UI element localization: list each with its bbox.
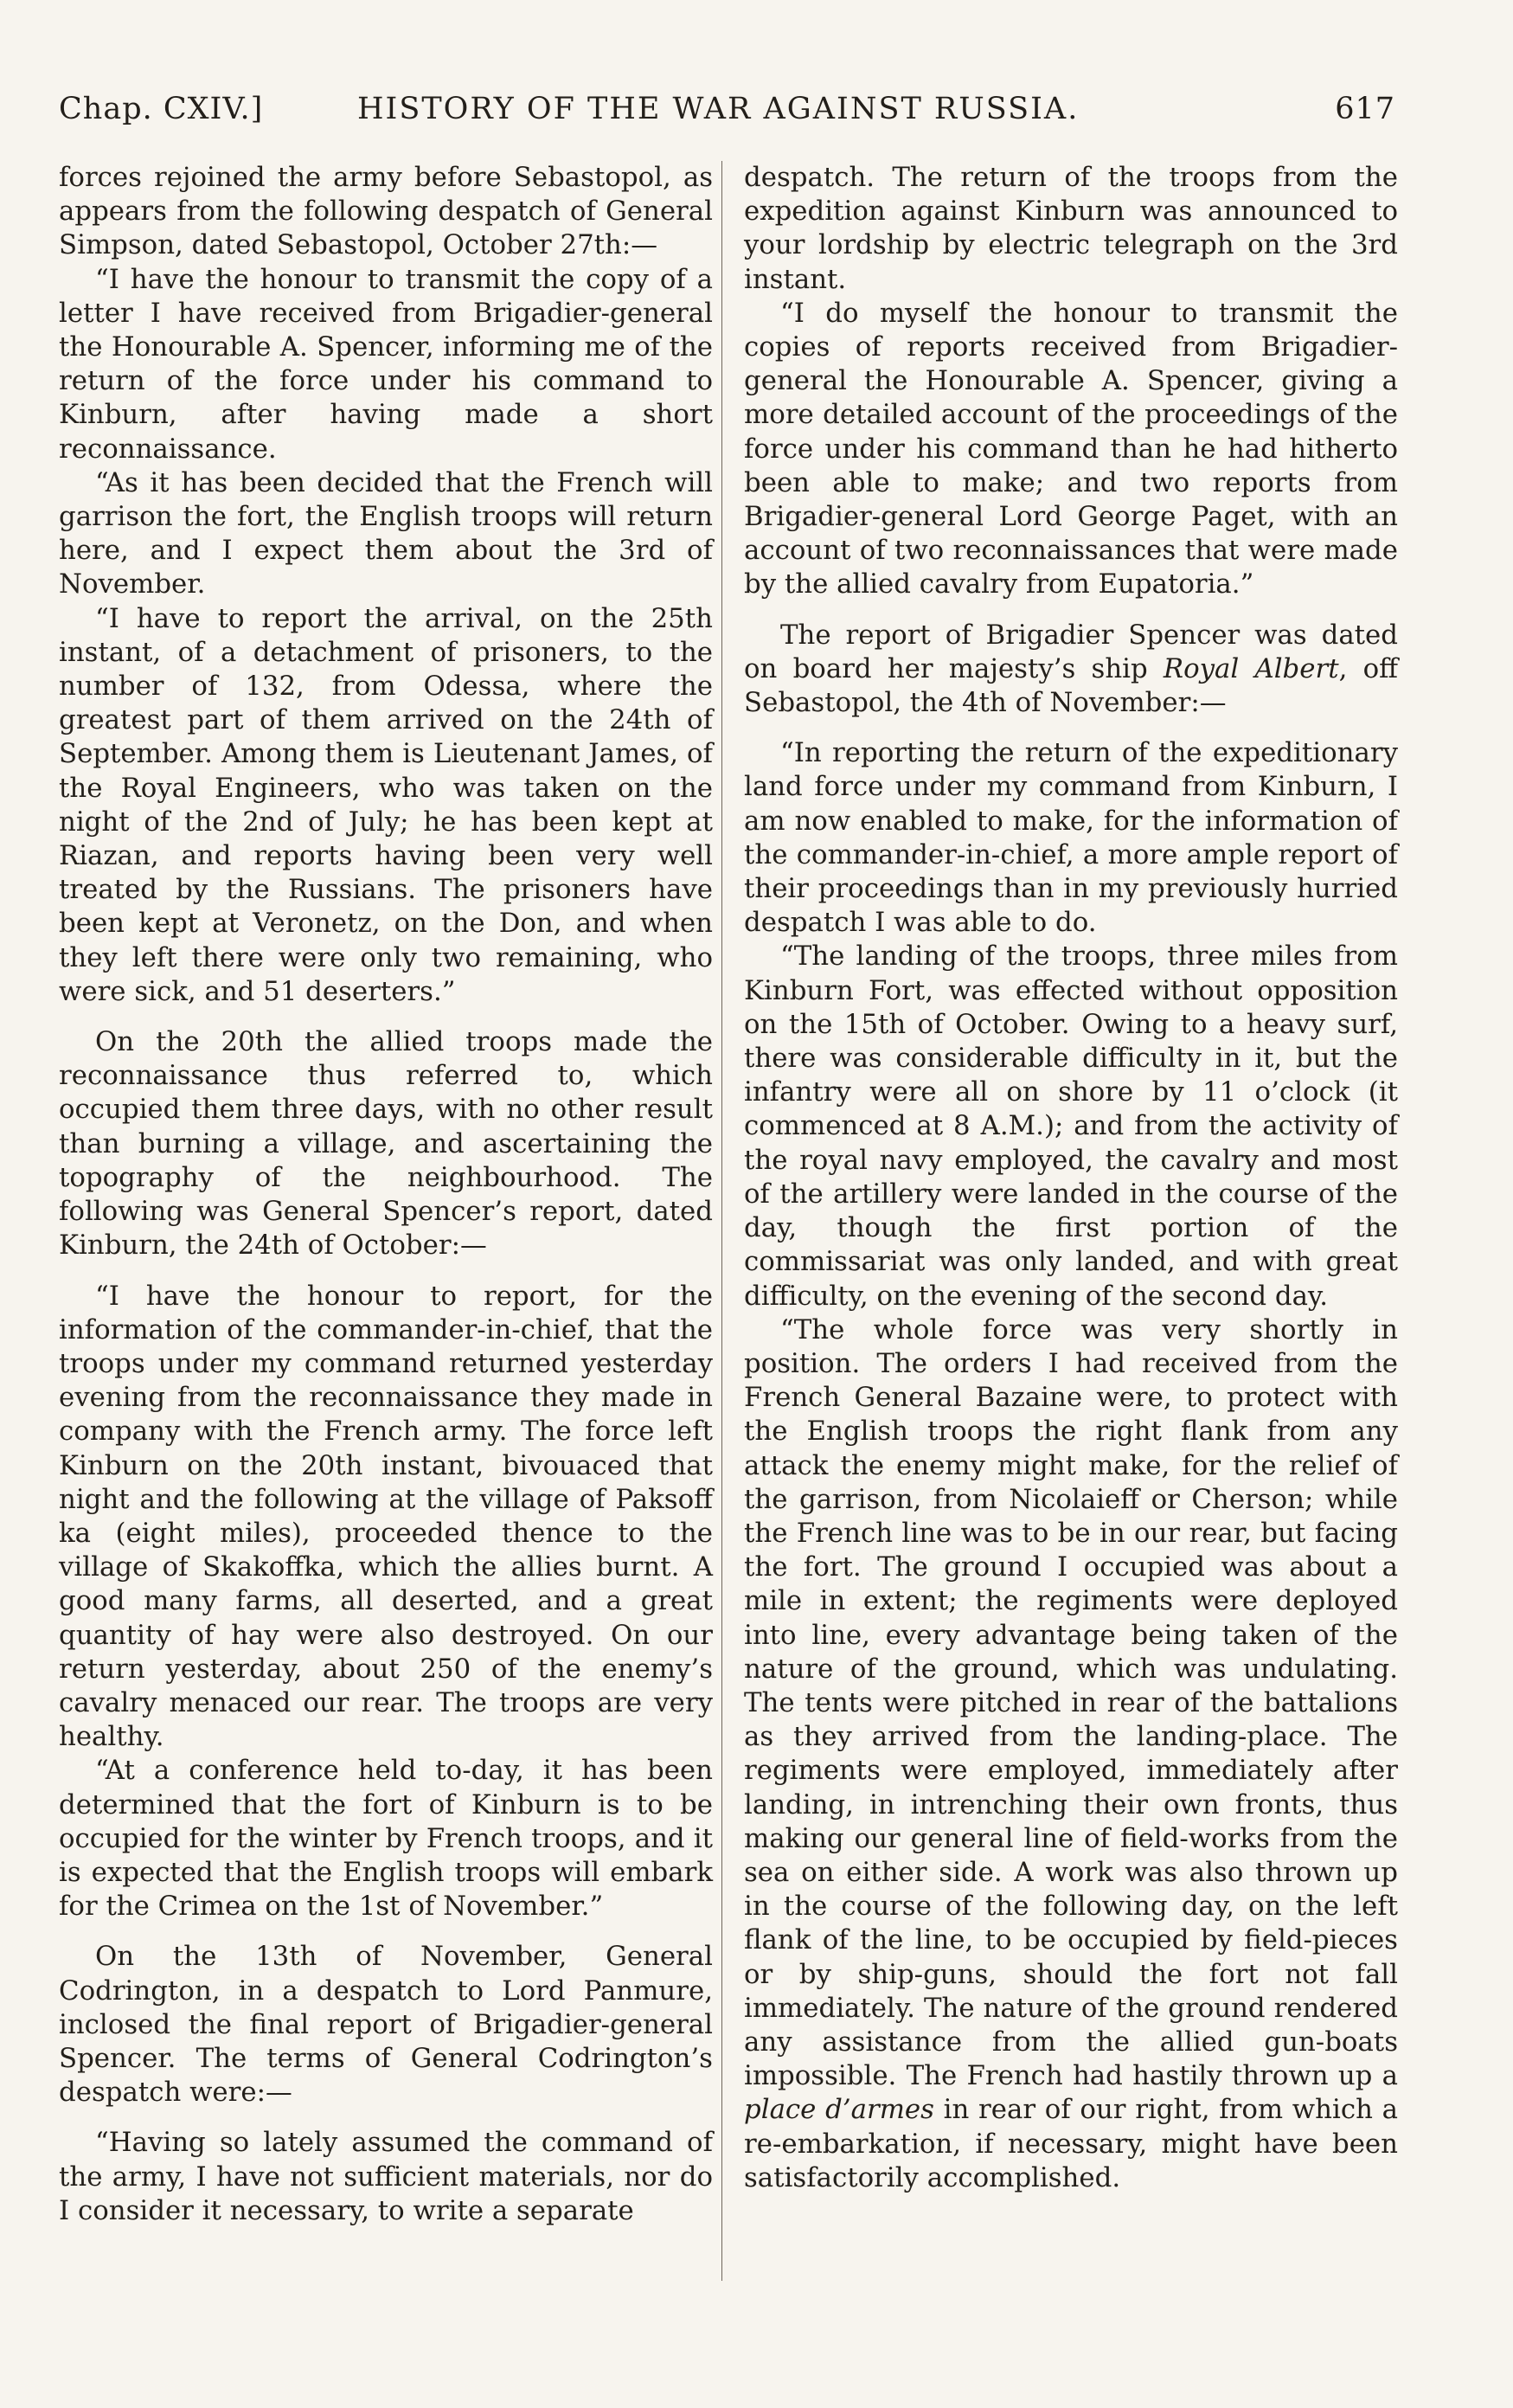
paragraph: “In reporting the return of the expeditionary land force under my command from Kinburn, I am now enabled to make, for the information of the commander-in-chief, a more ample report of their proceedings than in my previously hurried despatch I was able to do. (744, 737, 1398, 939)
running-header (59, 92, 1395, 135)
italic-term: place d’armes (744, 2094, 934, 2126)
paragraph: “I have the honour to transmit the copy of a letter I have received from Brigadier-general the Honourable A. Spencer, informing me of the return of the force under his command to Kinburn, after having made a short reconnaissance. (59, 263, 713, 465)
paragraph: forces rejoined the army before Sebastopol, as appears from the following despatch of General Simpson, dated Sebastopol, October 27th:— (59, 162, 713, 261)
paragraph: “Having so lately assumed the command of the army, I have not sufficient materials, nor do I consider it necessary, to write a separate (59, 2127, 713, 2226)
ship-name: Royal Albert (1163, 652, 1339, 684)
paragraph: despatch. The return of the troops from the expedition against Kinburn was announced to your lordship by electric telegraph on the 3rd instant. (744, 162, 1398, 295)
text-run: The report of Brigadier Spencer was dated on board her majesty’s ship (744, 619, 1398, 684)
paragraph: “At a conference held to-day, it has been determined that the fort of Kinburn is to be occupied for the winter by French troops, and it is expected that the English troops will embark for the Crimea on the 1st of November.” (59, 1755, 713, 1923)
paragraph: “I have to report the arrival, on the 25th instant, of a detachment of prisoners, to the number of 132, from Odessa, where the greatest part of them arrived on the 24th of September. Among them is Lieutenant James, of the Royal Engineers, who was taken on the night of the 2nd of July; he has been kept at Riazan, and reports having been very well treated by the Russians. The prisoners have been kept at Veronetz, on the Don, and when they left there were only two remaining, who were sick, and 51 deserters.” (59, 602, 713, 1007)
paragraph (744, 1313, 1398, 2195)
page-number: 617 (1335, 92, 1395, 126)
time-abbrev: A.M. (980, 1110, 1044, 1142)
paragraph: “I have the honour to report, for the information of the commander-in-chief, that the troops under my command returned yesterday evening from the reconnaissance they made in company with the French army. The force left Kinburn on the 20th instant, bivouaced that night and the following at the village of Paksoff ka (eight miles), proceeded thence to the village of Skakoffka, which the allies burnt. A good many farms, all deserted, and a great quantity of hay were also destroyed. On our return yesterday, about 250 of the enemy’s cavalry menaced our rear. The troops are very healthy. (59, 1280, 713, 1753)
text-run: ); and from the activity of the royal navy employed, the cavalry and most of the artillery were landed in the course of the day, though the first portion of the commissariat was only landed, and with great difficulty, on the evening of the second day. (744, 1110, 1398, 1312)
text-run: “The whole force was very shortly in position. The orders I had received from the French General Bazaine were, to protect with the English troops the right flank from any attack the enemy might make, for the relief of the garrison, from Nicolaieff or Cherson; while the French line was to be in our rear, but facing the fort. The ground I occupied was about a mile in extent; the regiments were deployed into line, every advantage being taken of the nature of the ground, which was undulating. The tents were pitched in rear of the battalions as they arrived from the landing-place. The regiments were employed, immediately after landing, in intrenching their own fronts, thus making our general line of field-works from the sea on either side. A work was also thrown up in the course of the following day, on the left flank of the line, to be occupied by field-pieces or by ship-guns, should the fort not fall immediately. The nature of the ground rendered any assistance from the allied gun-boats impossible. The French had hastily thrown up a (744, 1313, 1398, 2092)
right-column (744, 161, 1398, 2195)
paragraph: On the 13th of November, General Codrington, in a despatch to Lord Panmure, inclosed the final report of Brigadier-general Spencer. The terms of General Codrington’s despatch were:— (59, 1941, 713, 2109)
chapter-label: Chap. CXIV.] (59, 92, 264, 126)
paragraph: “As it has been decided that the French will garrison the fort, the English troops will return here, and I expect them about the 3rd of November. (59, 466, 713, 600)
paragraph (744, 619, 1398, 721)
paragraph: On the 20th the allied troops made the reconnaissance thus referred to, which occupied them three days, with no other result than burning a village, and ascertaining the topography of the neighbourhood. The following was General Spencer’s report, dated Kinburn, the 24th of October:— (59, 1026, 713, 1262)
text-run: in rear of our right, from which a re-embarkation, if necessary, might have been satisfactorily accomplished. (744, 2094, 1398, 2193)
text-run: “The landing of the troops, three miles from Kinburn Fort, was effected without opposition on the 15th of October. Owing to a heavy surf, there was considerable difficulty in it, but the infantry were all on shore by 11 o’clock (it commenced at 8 (744, 941, 1398, 1142)
page-title: HISTORY OF THE WAR AGAINST RUSSIA. (357, 92, 1080, 126)
text-run: , off Sebastopol, the 4th of November:— (744, 652, 1399, 719)
paragraph: “I do myself the honour to transmit the copies of reports received from Brigadier-general the Honourable A. Spencer, giving a more detailed account of the proceedings of the force under his command than he had hitherto been able to make; and two reports from Brigadier-general Lord George Paget, with an account of two reconnaissances that were made by the allied cavalry from Eupatoria.” (744, 297, 1398, 600)
paragraph (744, 940, 1398, 1313)
column-divider (721, 161, 722, 2281)
left-column (59, 161, 713, 2228)
